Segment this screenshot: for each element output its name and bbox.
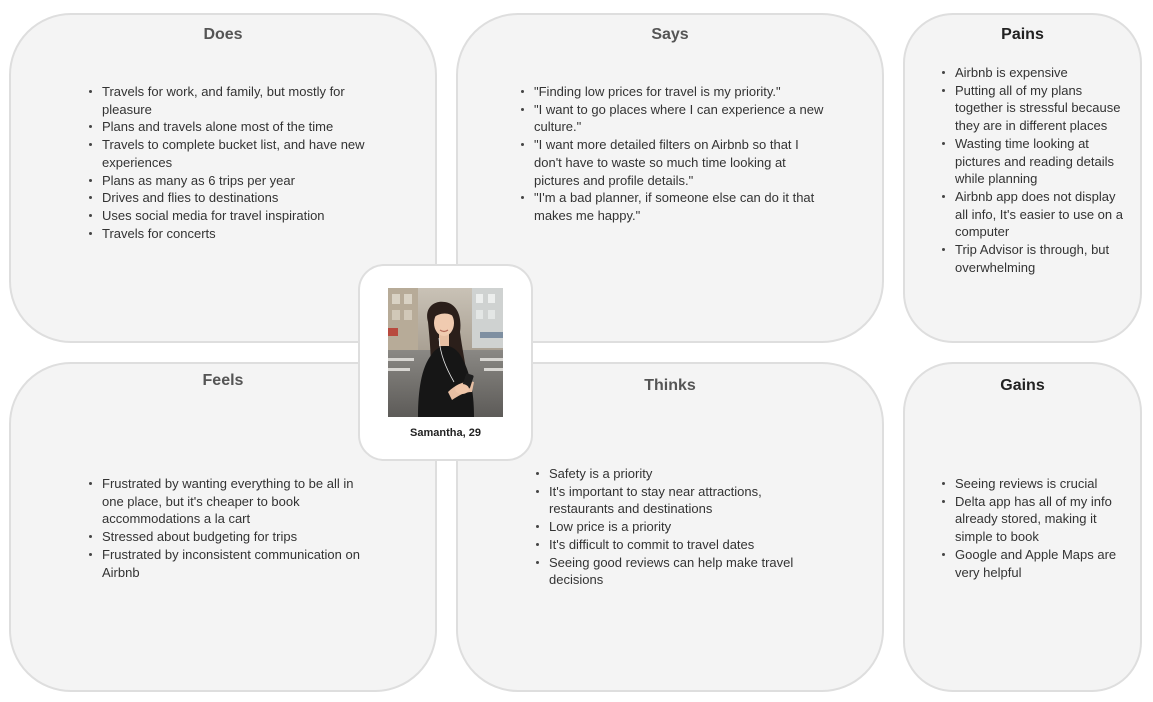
does-item: Plans and travels alone most of the time [88, 118, 368, 136]
pains-item: Trip Advisor is through, but overwhelming [941, 241, 1127, 276]
says-item: "Finding low prices for travel is my priority." [520, 83, 830, 101]
does-item: Plans as many as 6 trips per year [88, 172, 368, 190]
pains-title: Pains [1001, 26, 1044, 43]
thinks-item: Seeing good reviews can help make travel decisions [535, 554, 795, 589]
does-title: Does [203, 26, 243, 43]
says-title: Says [651, 26, 689, 43]
does-list [88, 83, 368, 242]
persona-photo [388, 288, 503, 417]
pains-item: Airbnb is expensive [941, 64, 1127, 82]
gains-item: Seeing reviews is crucial [941, 475, 1127, 493]
pains-item: Airbnb app does not display all info, It's easier to use on a computer [941, 188, 1127, 241]
gains-item: Google and Apple Maps are very helpful [941, 546, 1127, 581]
gains-panel [903, 362, 1142, 692]
feels-item: Frustrated by inconsistent communication on Airbnb [88, 546, 378, 581]
feels-item: Stressed about budgeting for trips [88, 528, 378, 546]
pains-panel [903, 13, 1142, 343]
gains-title: Gains [1000, 377, 1045, 394]
thinks-item: It's important to stay near attractions, restaurants and destinations [535, 483, 795, 518]
feels-title: Feels [202, 372, 244, 389]
pains-item: Putting all of my plans together is stressful because they are in different places [941, 82, 1127, 135]
does-item: Travels to complete bucket list, and have new experiences [88, 136, 368, 171]
persona-name: Samantha, 29 [410, 427, 481, 439]
pains-list [941, 64, 1127, 276]
thinks-title: Thinks [644, 377, 696, 394]
pains-item: Wasting time looking at pictures and reading details while planning [941, 135, 1127, 188]
thinks-item: Safety is a priority [535, 465, 795, 483]
thinks-item: It's difficult to commit to travel dates [535, 536, 795, 554]
feels-item: Frustrated by wanting everything to be all in one place, but it's cheaper to book accommodations a la cart [88, 475, 378, 528]
says-list [520, 83, 830, 225]
does-item: Uses social media for travel inspiration [88, 207, 368, 225]
thinks-item: Low price is a priority [535, 518, 795, 536]
says-item: "I want more detailed filters on Airbnb so that I don't have to waste so much time looking at pictures and profile details." [520, 136, 830, 189]
does-item: Travels for work, and family, but mostly for pleasure [88, 83, 368, 118]
feels-list [88, 475, 378, 581]
gains-item: Delta app has all of my info already stored, making it simple to book [941, 493, 1127, 546]
thinks-list [535, 465, 795, 589]
does-item: Drives and flies to destinations [88, 189, 368, 207]
persona-card [358, 264, 533, 461]
says-item: "I want to go places where I can experience a new culture." [520, 101, 830, 136]
says-item: "I'm a bad planner, if someone else can do it that makes me happy." [520, 189, 830, 224]
gains-list [941, 475, 1127, 581]
does-item: Travels for concerts [88, 225, 368, 243]
